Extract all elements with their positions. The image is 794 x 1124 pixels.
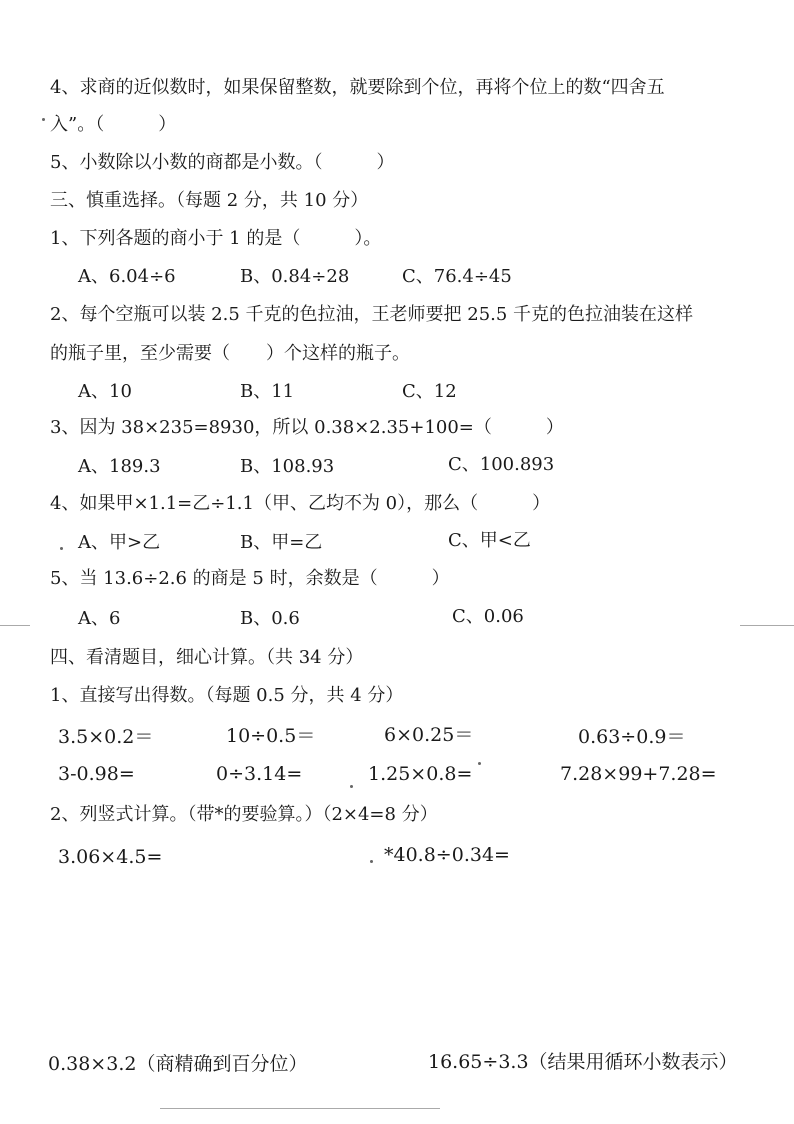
choice-q5-stem: 5、当 13.6÷2.6 的商是 5 时，余数是（ ）	[50, 568, 450, 589]
section-4-heading: 四、看清题目，细心计算。（共 34 分）	[50, 647, 364, 668]
oral-calc-7: 1.25×0.8=	[368, 763, 473, 785]
choice-q5-option-a: A、6	[78, 608, 121, 629]
choice-q2-option-b: B、11	[240, 381, 295, 402]
judge-q4-line2: 入”。（ ）	[50, 114, 177, 135]
choice-q5-option-b: B、0.6	[240, 608, 300, 629]
scan-speck	[42, 118, 45, 121]
vertical-calc-4: 16.65÷3.3（结果用循环小数表示）	[428, 1051, 738, 1073]
vertical-calc-1: 3.06×4.5=	[58, 846, 163, 868]
choice-q2-stem-line1: 2、每个空瓶可以装 2.5 千克的色拉油，王老师要把 25.5 千克的色拉油装在这样	[50, 304, 694, 325]
calc-sub2-title: 2、列竖式计算。（带*的要验算。）（2×4=8 分）	[50, 804, 438, 825]
oral-calc-3: 6×0.25＝	[384, 724, 474, 746]
scan-line	[160, 1108, 440, 1109]
oral-calc-6: 0÷3.14=	[216, 763, 303, 785]
oral-calc-5: 3-0.98=	[58, 763, 135, 785]
scan-speck	[60, 547, 63, 550]
choice-q4-option-a: A、甲>乙	[78, 532, 161, 553]
judge-q4-line1: 4、求商的近似数时，如果保留整数，就要除到个位，再将个位上的数“四舍五	[50, 77, 665, 98]
oral-calc-1: 3.5×0.2＝	[58, 726, 154, 748]
judge-q5: 5、小数除以小数的商都是小数。（ ）	[50, 152, 395, 173]
choice-q1-option-a: A、6.04÷6	[78, 266, 176, 287]
section-3-heading: 三、慎重选择。（每题 2 分，共 10 分）	[50, 190, 369, 211]
choice-q4-option-c: C、甲<乙	[448, 530, 531, 551]
oral-calc-8: 7.28×99+7.28=	[560, 763, 717, 785]
scan-line	[740, 625, 794, 626]
choice-q3-option-a: A、189.3	[78, 456, 161, 477]
choice-q1-option-c: C、76.4÷45	[402, 266, 512, 287]
choice-q2-stem-line2: 的瓶子里，至少需要（ ）个这样的瓶子。	[50, 343, 410, 364]
oral-calc-4: 0.63÷0.9＝	[578, 726, 686, 748]
choice-q4-stem: 4、如果甲×1.1=乙÷1.1（甲、乙均不为 0），那么（ ）	[50, 493, 551, 514]
scan-speck	[478, 762, 481, 765]
choice-q3-option-b: B、108.93	[240, 456, 335, 477]
choice-q2-option-a: A、10	[78, 381, 132, 402]
calc-sub1-title: 1、直接写出得数。（每题 0.5 分，共 4 分）	[50, 685, 404, 706]
choice-q3-option-c: C、100.893	[448, 454, 555, 475]
vertical-calc-3: 0.38×3.2（商精确到百分位）	[48, 1053, 308, 1075]
scan-line	[0, 625, 30, 626]
choice-q1-option-b: B、0.84÷28	[240, 266, 350, 287]
oral-calc-2: 10÷0.5＝	[226, 725, 316, 747]
vertical-calc-2: *40.8÷0.34=	[384, 844, 510, 866]
choice-q3-stem: 3、因为 38×235=8930，所以 0.38×2.35+100=（ ）	[50, 417, 564, 438]
scan-speck	[370, 860, 373, 863]
choice-q2-option-c: C、12	[402, 381, 457, 402]
choice-q1-stem: 1、下列各题的商小于 1 的是（ ）。	[50, 228, 382, 249]
choice-q5-option-c: C、0.06	[452, 606, 524, 627]
choice-q4-option-b: B、甲=乙	[240, 532, 323, 553]
scan-speck	[350, 785, 353, 788]
